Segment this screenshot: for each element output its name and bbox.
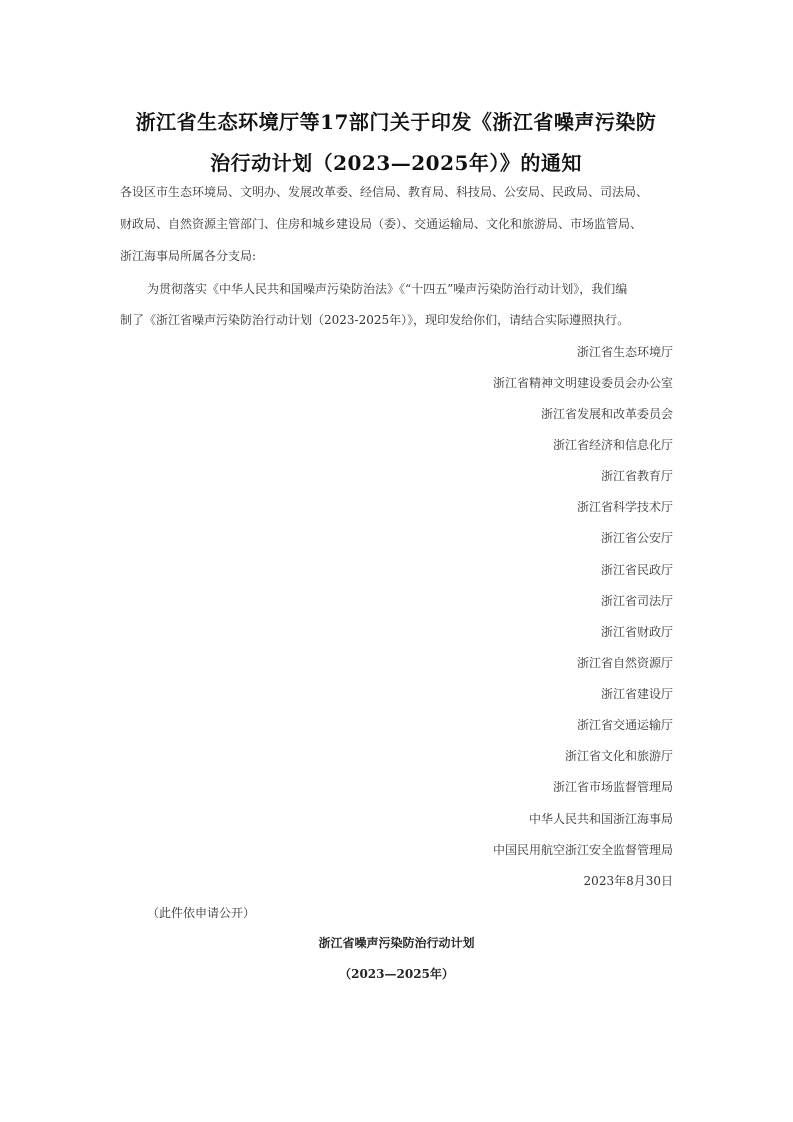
- signatory: 浙江省发展和改革委员会: [540, 407, 673, 421]
- body-paragraph-line-1: 为贯彻落实《中华人民共和国噪声污染防治法》《“十四五”噪声污染防治行动计划》，我们编: [147, 282, 628, 296]
- signatory: 浙江省财政厅: [600, 625, 673, 639]
- signatory: 浙江省建设厅: [600, 687, 673, 701]
- disclosure-note: （此件依申请公开）: [147, 906, 256, 920]
- signatory: 浙江省民政厅: [600, 563, 673, 577]
- issue-date: 2023年8月30日: [583, 874, 673, 888]
- addressee-line-1: 各设区市生态环境局、文明办、发展改革委、经信局、教育局、科技局、公安局、民政局、司法局、: [120, 185, 649, 199]
- addressee-line-3: 浙江海事局所属各分支局:: [120, 249, 257, 263]
- signatory: 中华人民共和国浙江海事局: [528, 812, 673, 826]
- signatory: 浙江省科学技术厅: [576, 500, 673, 514]
- signatory: 浙江省教育厅: [600, 469, 673, 483]
- signatory: 浙江省经济和信息化厅: [552, 438, 673, 452]
- document-title-line-2: 治行动计划（2023—2025年）》的通知: [210, 151, 582, 175]
- body-paragraph-line-2: 制了《浙江省噪声污染防治行动计划（2023-2025年）》，现印发给你们，请结合实际遵照执行。: [120, 313, 630, 327]
- signatory: 浙江省文化和旅游厅: [564, 749, 673, 763]
- addressee-line-2: 财政局、自然资源主管部门、住房和城乡建设局（委）、交通运输局、文化和旅游局、市场监管局、: [120, 217, 643, 231]
- plan-title: 浙江省噪声污染防治行动计划: [318, 936, 475, 950]
- signatory: 浙江省生态环境厅: [576, 345, 673, 359]
- signatory: 浙江省司法厅: [600, 594, 673, 608]
- plan-period: （2023—2025年）: [339, 967, 454, 981]
- signatory: 浙江省交通运输厅: [576, 718, 673, 732]
- signatory: 浙江省精神文明建设委员会办公室: [492, 376, 673, 390]
- signatory: 浙江省公安厅: [600, 531, 673, 545]
- signatory: 浙江省自然资源厅: [576, 656, 673, 670]
- signatory: 浙江省市场监督管理局: [552, 780, 673, 794]
- signatory: 中国民用航空浙江安全监督管理局: [492, 843, 673, 857]
- document-title-line-1: 浙江省生态环境厅等17部门关于印发《浙江省噪声污染防: [135, 110, 657, 134]
